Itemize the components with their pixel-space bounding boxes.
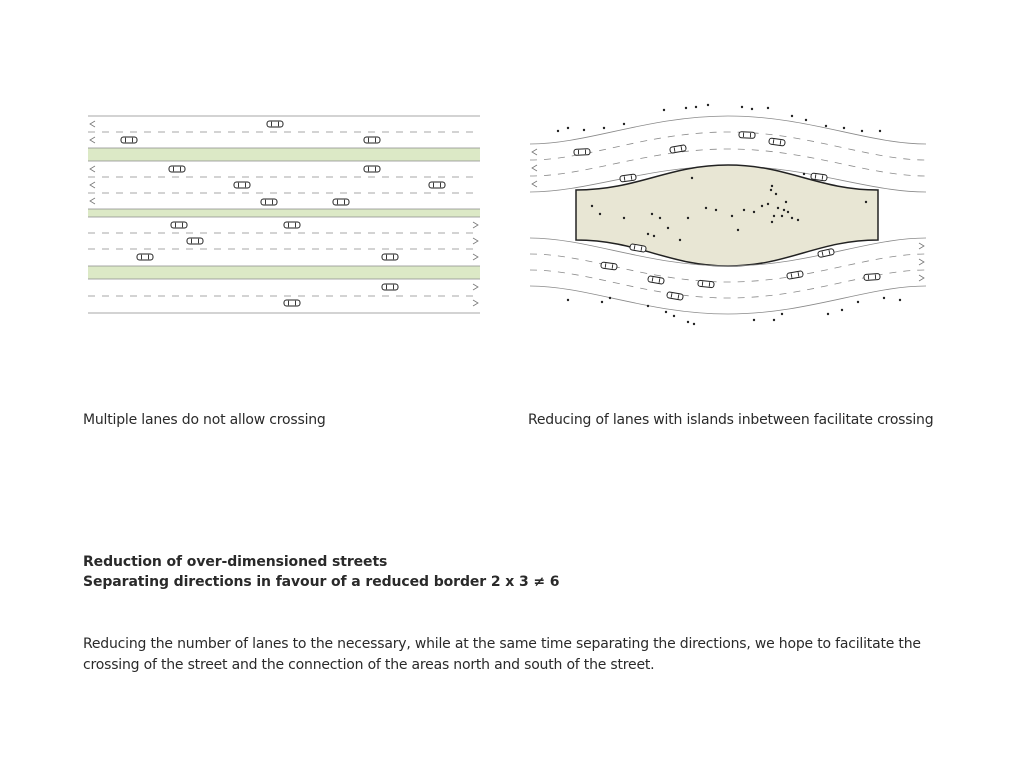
pedestrian-dot: [865, 201, 867, 203]
pedestrian-dot: [623, 217, 625, 219]
pedestrian-dot: [567, 127, 569, 129]
pedestrian-dot: [761, 205, 763, 207]
north-outer-edge: [530, 116, 926, 144]
pedestrian-dot: [609, 297, 611, 299]
pedestrian-dot: [583, 129, 585, 131]
car-icon: [574, 149, 590, 156]
pedestrian-dot: [603, 127, 605, 129]
pedestrian-dot: [843, 127, 845, 129]
pedestrian-dot: [771, 185, 773, 187]
car-icon: [601, 262, 618, 270]
pedestrian-dot: [773, 319, 775, 321]
pedestrian-dot: [601, 301, 603, 303]
car-icon: [234, 182, 250, 188]
pedestrian-dot: [841, 309, 843, 311]
car-icon: [787, 271, 804, 280]
car-icon: [382, 254, 398, 260]
car-icon: [284, 222, 300, 228]
car-icon: [620, 174, 637, 182]
car-icon: [364, 137, 380, 143]
car-icon: [261, 199, 277, 205]
pedestrian-dot: [787, 211, 789, 213]
pedestrian-dot: [673, 315, 675, 317]
pedestrian-dot: [857, 301, 859, 303]
pedestrian-dot: [741, 106, 743, 108]
car-icon: [382, 284, 398, 290]
pedestrian-dot: [791, 217, 793, 219]
pedestrian-dot: [767, 107, 769, 109]
pedestrian-dot: [781, 215, 783, 217]
pedestrian-dot: [879, 130, 881, 132]
pedestrian-dot: [770, 189, 772, 191]
island-street-diagram: [528, 98, 928, 336]
car-icon: [818, 248, 835, 257]
pedestrian-dot: [783, 209, 785, 211]
pedestrian-dot: [791, 115, 793, 117]
pedestrian-dot: [707, 104, 709, 106]
car-icon: [670, 145, 687, 154]
pedestrian-dot: [827, 313, 829, 315]
car-icon: [284, 300, 300, 306]
pedestrian-dot: [751, 108, 753, 110]
car-icon: [171, 222, 187, 228]
pedestrian-dot: [775, 193, 777, 195]
pedestrian-dot: [861, 130, 863, 132]
pedestrian-dot: [773, 215, 775, 217]
car-icon: [667, 292, 684, 301]
pedestrian-dot: [591, 205, 593, 207]
car-icon: [121, 137, 137, 143]
body-paragraph: Reducing the number of lanes to the necessary, while at the same time separating the directions, we hope to facilitate the crossing of the street and the connection of the areas north and south of the street.: [83, 636, 921, 673]
car-icon: [267, 121, 283, 127]
pedestrian-dot: [777, 207, 779, 209]
pedestrian-dot: [567, 299, 569, 301]
pedestrian-dot: [781, 313, 783, 315]
pedestrian-dot: [695, 106, 697, 108]
car-icon: [169, 166, 185, 172]
heading-line-1: Reduction of over-dimensioned streets: [83, 554, 388, 570]
pedestrian-dot: [557, 130, 559, 132]
pedestrian-dot: [665, 311, 667, 313]
pedestrian-dot: [797, 219, 799, 221]
pedestrian-dot: [599, 213, 601, 215]
car-icon: [187, 238, 203, 244]
pedestrian-dot: [803, 173, 805, 175]
pedestrian-dot: [737, 229, 739, 231]
pedestrian-dot: [647, 305, 649, 307]
pedestrian-dot: [705, 207, 707, 209]
pedestrian-dot: [753, 319, 755, 321]
car-icon: [769, 138, 786, 146]
pedestrian-dot: [753, 211, 755, 213]
caption-left: Multiple lanes do not allow crossing: [83, 412, 326, 428]
pedestrian-dot: [685, 107, 687, 109]
caption-right: Reducing of lanes with islands inbetween facilitate crossing: [528, 412, 934, 428]
pedestrian-dot: [743, 209, 745, 211]
pedestrian-dot: [715, 209, 717, 211]
pedestrian-dot: [623, 123, 625, 125]
pedestrian-dot: [693, 323, 695, 325]
pedestrian-dot: [663, 109, 665, 111]
pedestrian-dot: [771, 221, 773, 223]
north-lane-dash-1: [530, 132, 926, 160]
car-icon: [364, 166, 380, 172]
car-icon: [739, 132, 755, 139]
pedestrian-dot: [731, 215, 733, 217]
car-icon: [864, 273, 880, 280]
pedestrian-dot: [687, 321, 689, 323]
car-icon: [137, 254, 153, 260]
pedestrian-dot: [679, 239, 681, 241]
car-icon: [333, 199, 349, 205]
south-outer-edge: [530, 286, 926, 314]
car-icon: [429, 182, 445, 188]
pedestrian-dot: [767, 203, 769, 205]
pedestrian-dot: [651, 213, 653, 215]
pedestrian-dot: [883, 297, 885, 299]
pedestrian-dot: [659, 217, 661, 219]
pedestrian-dot: [687, 217, 689, 219]
pedestrian-dot: [691, 177, 693, 179]
pedestrian-dot: [825, 125, 827, 127]
pedestrian-dot: [785, 201, 787, 203]
pedestrian-dot: [647, 233, 649, 235]
pedestrian-dot: [899, 299, 901, 301]
pedestrian-dot: [653, 235, 655, 237]
pedestrian-dot: [667, 227, 669, 229]
car-icon: [698, 280, 715, 288]
car-icon: [648, 276, 665, 285]
heading-line-2: Separating directions in favour of a reduced border 2 x 3 ≠ 6: [83, 574, 560, 590]
multi-lane-street-diagram: [86, 108, 482, 322]
pedestrian-dot: [805, 119, 807, 121]
